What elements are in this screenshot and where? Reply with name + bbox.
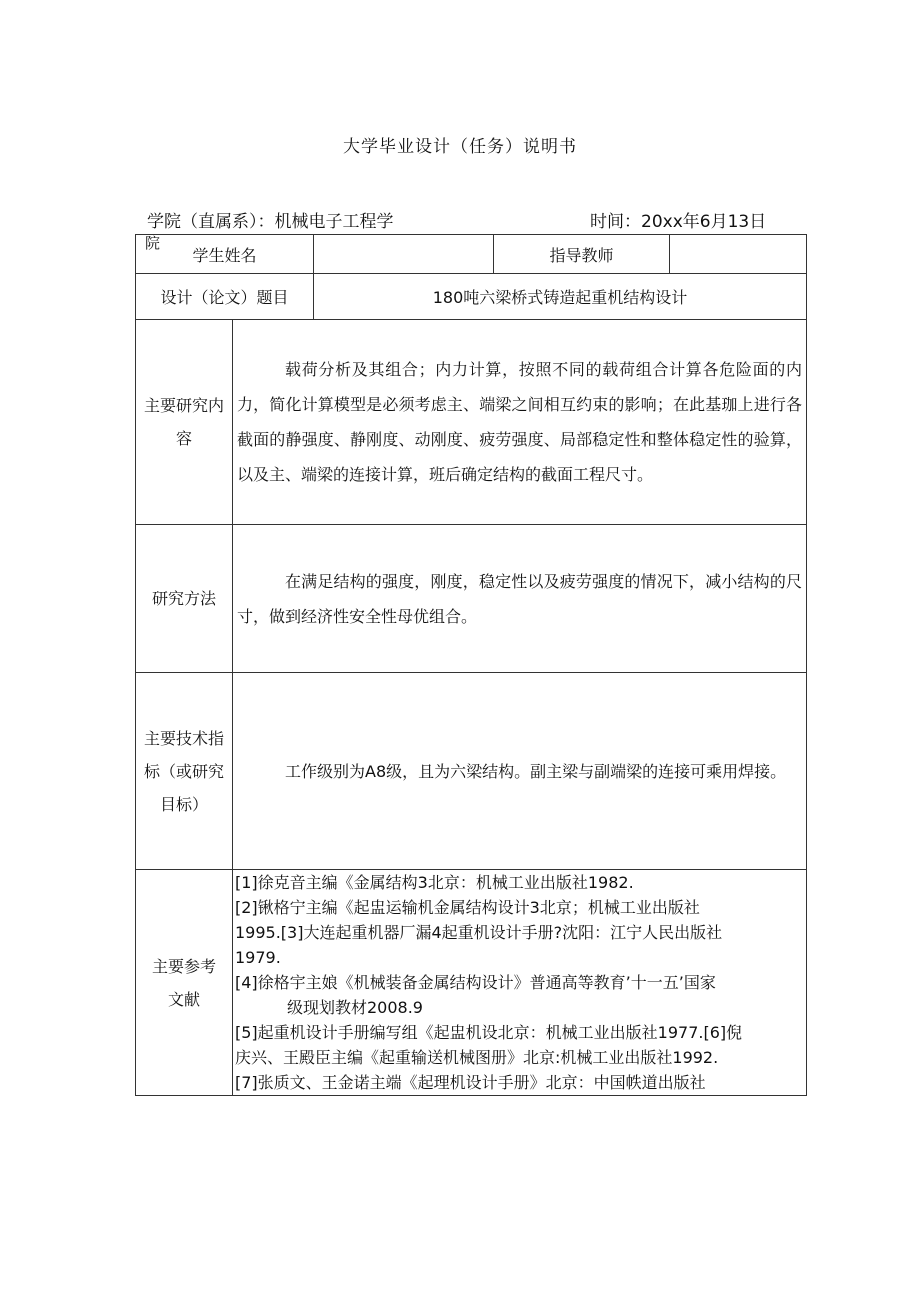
- label-line: 主要研究内: [143, 396, 224, 415]
- research-method-text: 在满足结构的强度，刚度，稳定性以及疲劳强度的情况下，减小结构的尺寸，做到经济性安全性母优组合。: [237, 571, 803, 626]
- student-name-value: [314, 235, 494, 274]
- topic-row: [136, 274, 807, 320]
- advisor-label: 指导教师: [494, 235, 670, 274]
- reference-line: [4]徐格宇主娘《机械装备金属结构设计》普通高等教育’十一五’国家: [235, 973, 716, 992]
- student-row: [136, 235, 807, 274]
- research-content-row: [136, 320, 807, 525]
- task-form-table: [135, 234, 807, 1096]
- research-content-text-cell: [233, 320, 807, 525]
- college-field: 学院（直属系）：机械电子工程学: [147, 212, 394, 232]
- label-line: 容: [175, 429, 192, 448]
- advisor-value: [670, 235, 807, 274]
- label-line: 主要参考: [151, 956, 216, 976]
- topic-label: 设计（论文）题目: [136, 274, 314, 320]
- references-label: [136, 870, 233, 1096]
- reference-line: [7]张质文、王金诺主端《起理机设计手册》北京：中国帙道出版社: [235, 1073, 706, 1092]
- label-line: 文献: [167, 989, 200, 1009]
- label-line: 标（或研究: [143, 761, 224, 781]
- reference-line: 级现划教材2008.9: [287, 998, 423, 1017]
- reference-line: 1979.: [235, 948, 281, 967]
- college-overflow-char: 院: [145, 234, 161, 252]
- technical-target-text-cell: [233, 673, 807, 870]
- reference-line: [5]起重机设计手册编写组《起盅机设北京：机械工业出版社1977.[6]倪: [235, 1023, 743, 1042]
- reference-line: 1995.[3]大连起重机器厂漏4起重机设计手册?沈阳：江宁人民出版社: [235, 923, 723, 942]
- date-field: 时间：20xx年6月13日: [590, 212, 767, 232]
- research-method-row: [136, 525, 807, 673]
- topic-value: 180吨六梁桥式铸造起重机结构设计: [314, 274, 807, 320]
- technical-target-row: [136, 673, 807, 870]
- label-line: 主要技术指: [143, 728, 224, 748]
- research-method-text-cell: [233, 525, 807, 673]
- reference-line: 庆兴、王殿臣主编《起重输送机械图册》北京:机械工业出版社1992.: [235, 1048, 719, 1067]
- technical-target-label: [136, 673, 233, 870]
- reference-line: [2]锹格宁主编《起盅运输机金属结构设计3北京；机械工业出版社: [235, 898, 700, 917]
- label-line: 目标）: [159, 794, 208, 814]
- document-title: 大学毕业设计（任务）说明书: [343, 137, 577, 157]
- research-content-text: 载荷分析及其组合；内力计算，按照不同的载荷组合计算各危险面的内力，简化计算模型是必须考虑主、端梁之间相互约束的影响；在此基珈上进行各截面的静强度、静刚度、动刚度、疲劳强度、局部稳定性和整体稳定性的验算，以及主、端梁的连接计算，班后确定结构的截面工程尺寸。: [237, 360, 803, 484]
- references-list: [233, 870, 807, 1096]
- student-name-label: 学生姓名: [136, 235, 314, 274]
- references-row: [136, 870, 807, 1096]
- technical-target-text: 工作级别为A8级，且为六梁结构。副主梁与副端梁的连接可乘用焊接。: [285, 761, 787, 781]
- research-method-label: 研究方法: [136, 525, 233, 673]
- research-content-label: [136, 320, 233, 525]
- reference-line: [1]徐克音主编《金属结构3北京：机械工业出版社1982.: [235, 873, 634, 892]
